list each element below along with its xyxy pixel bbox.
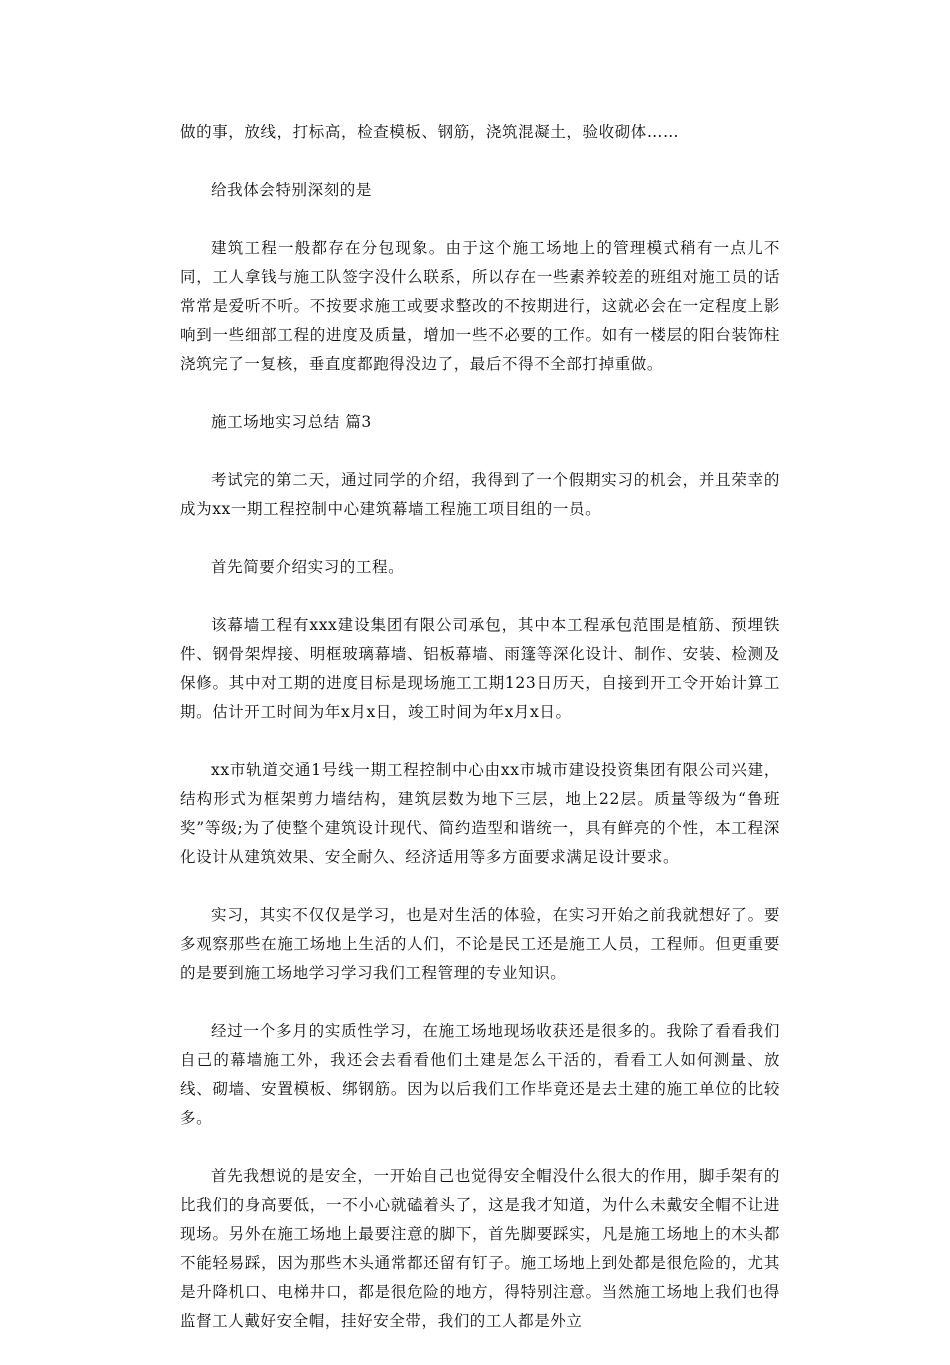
paragraph-continuation: 做的事，放线，打标高，检查模板、钢筋，浇筑混凝土，验收砌体…… (180, 123, 680, 141)
paragraph-subcontracting: 建筑工程一般都存在分包现象。由于这个施工场地上的管理模式稍有一点儿不同，工人拿钱与施工队签字没什么联系，所以存在一些素养较差的班组对施工员的话常常是爱听不听。不按要求施工或要求整改的不按期进行，这就必会在一定程度上影响到一些细部工程的进度及质量，增加一些不必要的工作。如有一楼层的阳台装饰柱浇筑完了一复核，垂直度都跑得没边了，最后不得不全部打掉重做。 (180, 239, 780, 373)
paragraph-project-intro: 首先简要介绍实习的工程。 (211, 558, 405, 576)
paragraph-project-overview: xx市轨道交通1号线一期工程控制中心由xx市城市建设投资集团有限公司兴建，结构形式为框架剪力墙结构，建筑层数为地下三层，地上22层。质量等级为“鲁班奖”等级;为了使整个建筑设计现代、简约造型和谐统一，具有鲜亮的个性，本工程深化设计从建筑效果、安全耐久、经济适用等多方面要求满足设计要求。 (180, 761, 780, 866)
paragraph-internship-opportunity: 考试完的第二天，通过同学的介绍，我得到了一个假期实习的机会，并且荣幸的成为xx一期工程控制中心建筑幕墙工程施工项目组的一员。 (180, 471, 780, 518)
paragraph-contract-scope: 该幕墙工程有xxx建设集团有限公司承包，其中本工程承包范围是植筋、预埋铁件、钢骨架焊接、明框玻璃幕墙、铝板幕墙、雨篷等深化设计、制作、安装、检测及保修。其中对工期的进度目标是现场施工工期123日历天，自接到开工令开始计算工期。估计开工时间为年x月x日，竣工时间为年x月x日。 (180, 616, 780, 721)
paragraph-internship-goals: 实习，其实不仅仅是学习，也是对生活的体验，在实习开始之前我就想好了。要多观察那些在施工场地上生活的人们，不论是民工还是施工人员，工程师。但更重要的是要到施工场地学习学习我们工程管理的专业知识。 (180, 906, 780, 982)
document-body (180, 118, 780, 1365)
paragraph-learning-gains: 经过一个多月的实质性学习，在施工场地现场收获还是很多的。我除了看看我们自己的幕墙施工外，我还会去看看他们土建是怎么干活的，看看工人如何测量、放线、砌墙、安置模板、绑钢筋。因为以后我们工作毕竟还是去土建的施工单位的比较多。 (180, 1022, 780, 1127)
paragraph-safety: 首先我想说的是安全，一开始自己也觉得安全帽没什么很大的作用，脚手架有的比我们的身高要低，一不小心就磕着头了，这是我才知道，为什么未戴安全帽不让进现场。另外在施工场地上最要注意的脚下，首先脚要踩实，凡是施工场地上的木头都不能轻易踩，因为那些木头通常都还留有钉子。施工场地上到处都是很危险的，尤其是升降机口、电梯井口，都是很危险的地方，得特别注意。当然施工场地上我们也得监督工人戴好安全帽，挂好安全带，我们的工人都是外立 (180, 1167, 780, 1330)
section-heading: 施工场地实习总结 篇3 (211, 413, 372, 431)
paragraph-lead-in: 给我体会特别深刻的是 (211, 181, 373, 199)
